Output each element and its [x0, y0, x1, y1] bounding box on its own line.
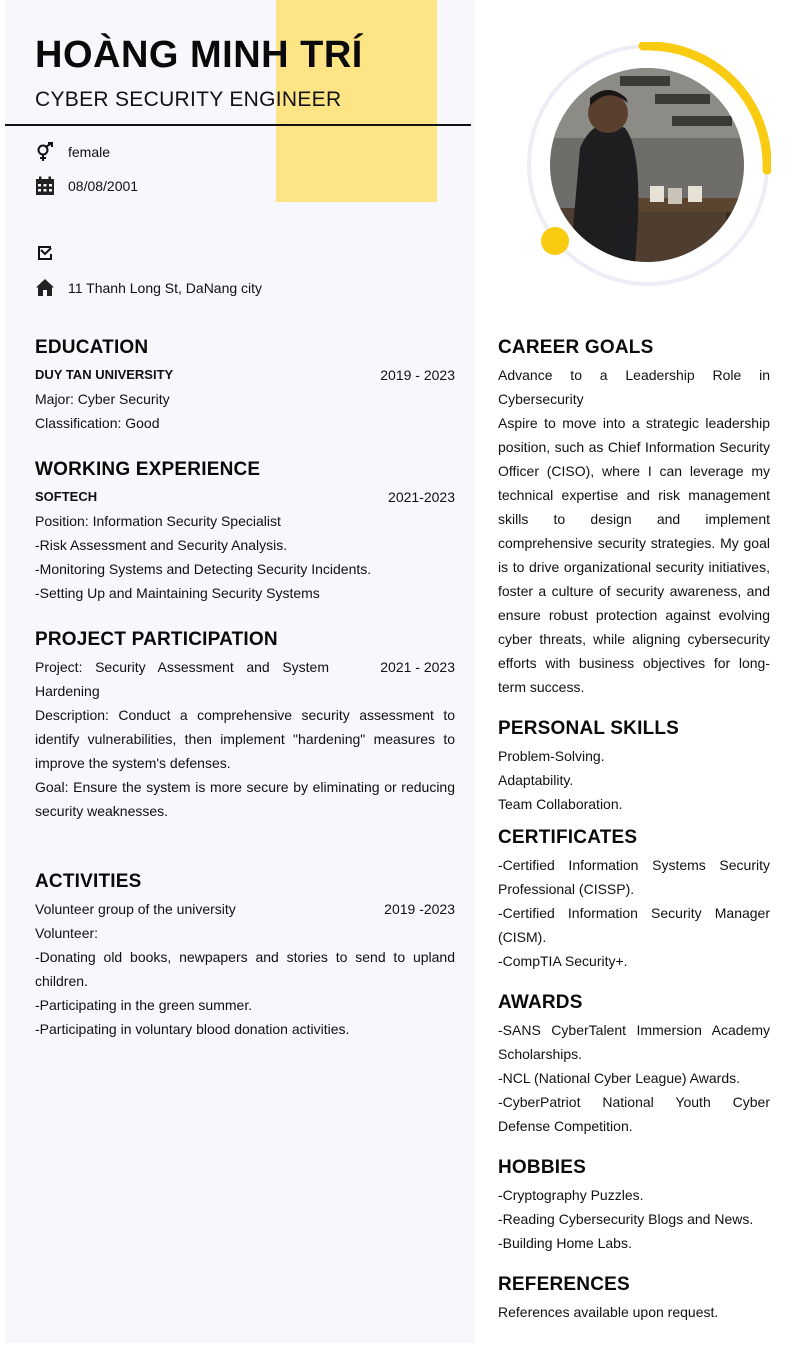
home-icon	[35, 278, 55, 298]
experience-line: -Setting Up and Maintaining Security Systems	[35, 585, 320, 601]
email-row	[35, 243, 68, 263]
calendar-icon	[35, 176, 55, 196]
certificate-item: -CompTIA Security+.	[498, 953, 628, 969]
hobby-item: -Reading Cybersecurity Blogs and News.	[498, 1211, 754, 1227]
activities-heading: ACTIVITIES	[35, 871, 142, 892]
candidate-name: HOÀNG MINH TRÍ	[35, 34, 363, 76]
experience-heading: WORKING EXPERIENCE	[35, 459, 261, 480]
hobby-item: -Building Home Labs.	[498, 1235, 632, 1251]
experience-line: -Risk Assessment and Security Analysis.	[35, 537, 288, 553]
certificate-item: -Certified Information Security Manager (CISM).	[498, 905, 770, 945]
experience-line: Position: Information Security Specialist	[35, 513, 281, 529]
header-divider	[5, 124, 471, 126]
certificate-item: -Certified Information Systems Security Professional (CISSP).	[498, 857, 770, 897]
experience-years: 2021-2023	[388, 489, 455, 505]
birthdate-value: 08/08/2001	[68, 178, 139, 194]
profile-photo	[550, 68, 744, 262]
project-description: Description: Conduct a comprehensive security assessment to identify vulnerabilities, then implement "hardening" measures to improve the system's defenses.	[35, 707, 455, 771]
skill-item: Problem-Solving.	[498, 748, 605, 764]
career-body: Aspire to move into a strategic leadership position, such as Chief Information Security Officer (CISO), where I can leverage my technical expertise and risk management skills to design and implement comprehensive security strategies. My goal is to drive organizational security initiatives, foster a culture of security awareness, and ensure robust protection against evolving cyber threats, while aligning cybersecurity efforts with business objectives for long-term success.	[498, 415, 770, 695]
address-row	[35, 278, 262, 298]
activities-org: Volunteer group of the university	[35, 901, 236, 917]
references-text: References available upon request.	[498, 1304, 719, 1320]
skill-item: Team Collaboration.	[498, 796, 623, 812]
address-value: 11 Thanh Long St, DaNang city	[68, 280, 263, 296]
project-heading: PROJECT PARTICIPATION	[35, 629, 278, 650]
gender-row	[35, 142, 110, 162]
award-item: -NCL (National Cyber League) Awards.	[498, 1070, 741, 1086]
gender-value: female	[68, 144, 111, 160]
career-subtitle: Advance to a Leadership Role in Cybersecurity	[498, 367, 770, 407]
project-name: Project: Security Assessment and System Hardening	[35, 659, 329, 699]
project-years: 2021 - 2023	[380, 659, 455, 675]
career-heading: CAREER GOALS	[498, 337, 654, 358]
certificates-heading: CERTIFICATES	[498, 827, 638, 848]
skill-item: Adaptability.	[498, 772, 574, 788]
award-item: -CyberPatriot National Youth Cyber Defense Competition.	[498, 1094, 770, 1134]
hobby-item: -Cryptography Puzzles.	[498, 1187, 644, 1203]
experience-company: SOFTECH	[35, 489, 98, 504]
award-item: -SANS CyberTalent Immersion Academy Scholarships.	[498, 1022, 770, 1062]
activities-line: -Participating in the green summer.	[35, 997, 253, 1013]
project-goal: Goal: Ensure the system is more secure by eliminating or reducing security weaknesses.	[35, 779, 455, 819]
activities-years: 2019 -2023	[384, 901, 455, 917]
mail-icon	[35, 243, 55, 263]
activities-line: -Donating old books, newpapers and stories to send to upland children.	[35, 949, 455, 989]
education-years: 2019 - 2023	[380, 367, 455, 383]
education-heading: EDUCATION	[35, 337, 149, 358]
skills-heading: PERSONAL SKILLS	[498, 718, 680, 739]
education-classification: Classification: Good	[35, 415, 160, 431]
references-heading: REFERENCES	[498, 1274, 630, 1295]
gender-icon	[35, 142, 55, 162]
hobbies-heading: HOBBIES	[498, 1157, 586, 1178]
activities-line: Volunteer:	[35, 925, 99, 941]
education-major: Major: Cyber Security	[35, 391, 170, 407]
awards-heading: AWARDS	[498, 992, 583, 1013]
job-title: CYBER SECURITY ENGINEER	[35, 88, 342, 111]
birthdate-row	[35, 176, 138, 196]
education-school: DUY TAN UNIVERSITY	[35, 367, 174, 382]
activities-line: -Participating in voluntary blood donation activities.	[35, 1021, 350, 1037]
experience-line: -Monitoring Systems and Detecting Security Incidents.	[35, 561, 372, 577]
